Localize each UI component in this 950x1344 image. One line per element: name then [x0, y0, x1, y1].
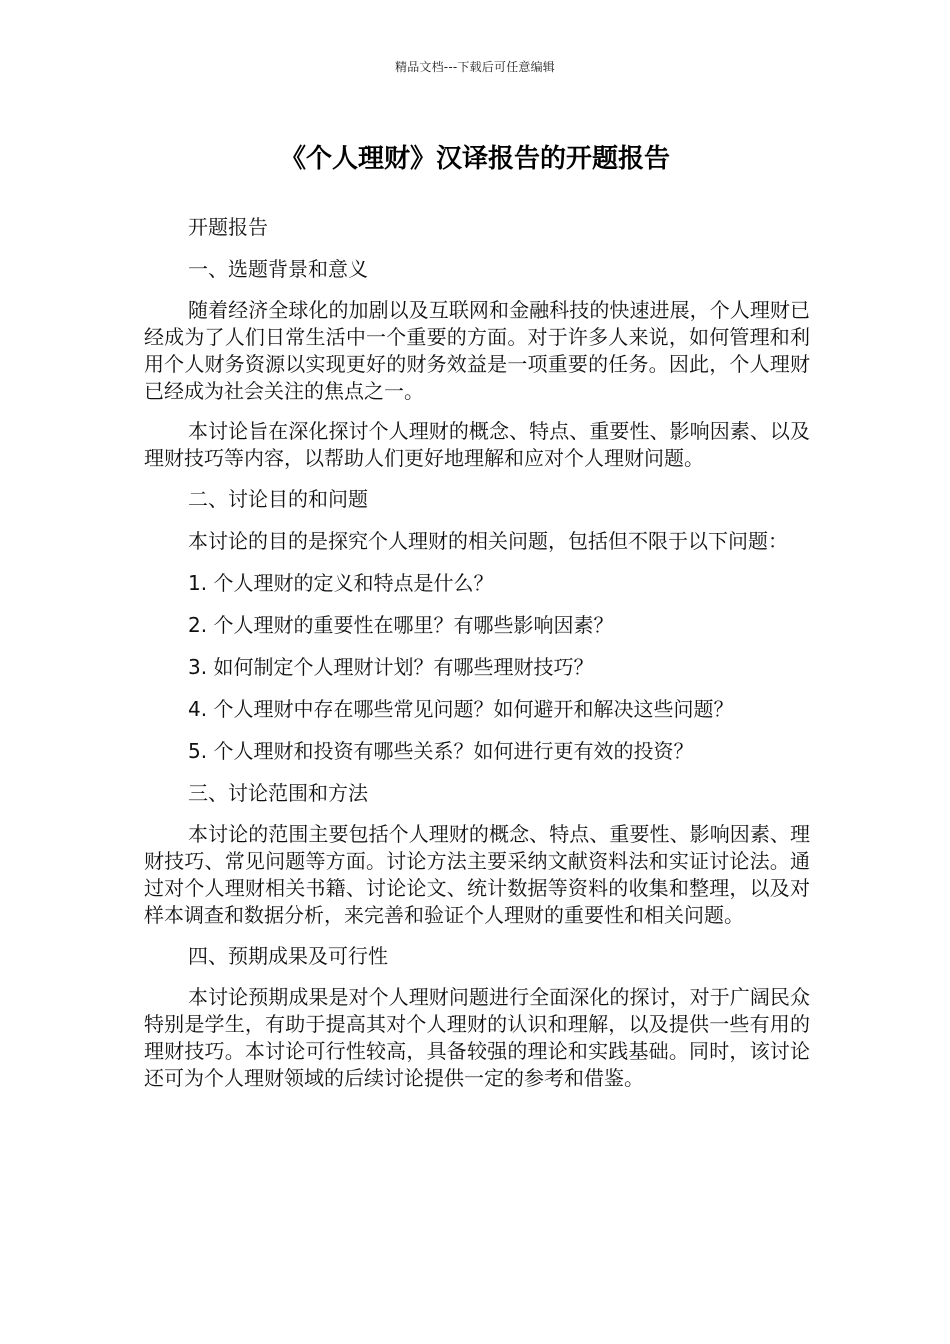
section-3-paragraph-1: 本讨论的范围主要包括个人理财的概念、特点、重要性、影响因素、理财技巧、常见问题等方面。讨论方法主要采纳文献资料法和实证讨论法。通过对个人理财相关书籍、讨论论文、统计数据等资料的收集和整理，以及对样本调查和数据分析，来完善和验证个人理财的重要性和相关问题。: [144, 822, 810, 927]
section-heading-2: 二、讨论目的和问题: [188, 487, 368, 511]
question-item-1: 1. 个人理财的定义和特点是什么？: [188, 571, 494, 595]
section-4-paragraph-1: 本讨论预期成果是对个人理财问题进行全面深化的探讨，对于广阔民众特别是学生，有助于提高其对个人理财的认识和理解，以及提供一些有用的理财技巧。本讨论可行性较高，具备较强的理论和实践基础。同时，该讨论还可为个人理财领域的后续讨论提供一定的参考和借鉴。: [144, 985, 810, 1090]
question-item-4: 4. 个人理财中存在哪些常见问题？如何避开和解决这些问题？: [188, 697, 734, 721]
section-heading-3: 三、讨论范围和方法: [188, 781, 368, 805]
section-label: 开题报告: [188, 215, 268, 239]
question-item-3: 3. 如何制定个人理财计划？有哪些理财技巧？: [188, 655, 594, 679]
question-item-2: 2. 个人理财的重要性在哪里？有哪些影响因素？: [188, 613, 614, 637]
question-item-5: 5. 个人理财和投资有哪些关系？如何进行更有效的投资？: [188, 739, 694, 763]
document-title: 《个人理财》汉译报告的开题报告: [279, 144, 670, 174]
document-body: [144, 213, 810, 1105]
section-heading-4: 四、预期成果及可行性: [188, 944, 388, 968]
section-heading-1: 一、选题背景和意义: [188, 257, 368, 281]
section-2-intro: 本讨论的目的是探究个人理财的相关问题，包括但不限于以下问题：: [188, 529, 788, 553]
page-header: 精品文档---下载后可任意编辑: [395, 60, 555, 74]
section-1-paragraph-2: 本讨论旨在深化探讨个人理财的概念、特点、重要性、影响因素、以及理财技巧等内容，以帮助人们更好地理解和应对个人理财问题。: [144, 419, 810, 470]
section-1-paragraph-1: 随着经济全球化的加剧以及互联网和金融科技的快速进展，个人理财已经成为了人们日常生活中一个重要的方面。对于许多人来说，如何管理和利用个人财务资源以实现更好的财务效益是一项重要的任务。因此，个人理财已经成为社会关注的焦点之一。: [144, 298, 810, 403]
